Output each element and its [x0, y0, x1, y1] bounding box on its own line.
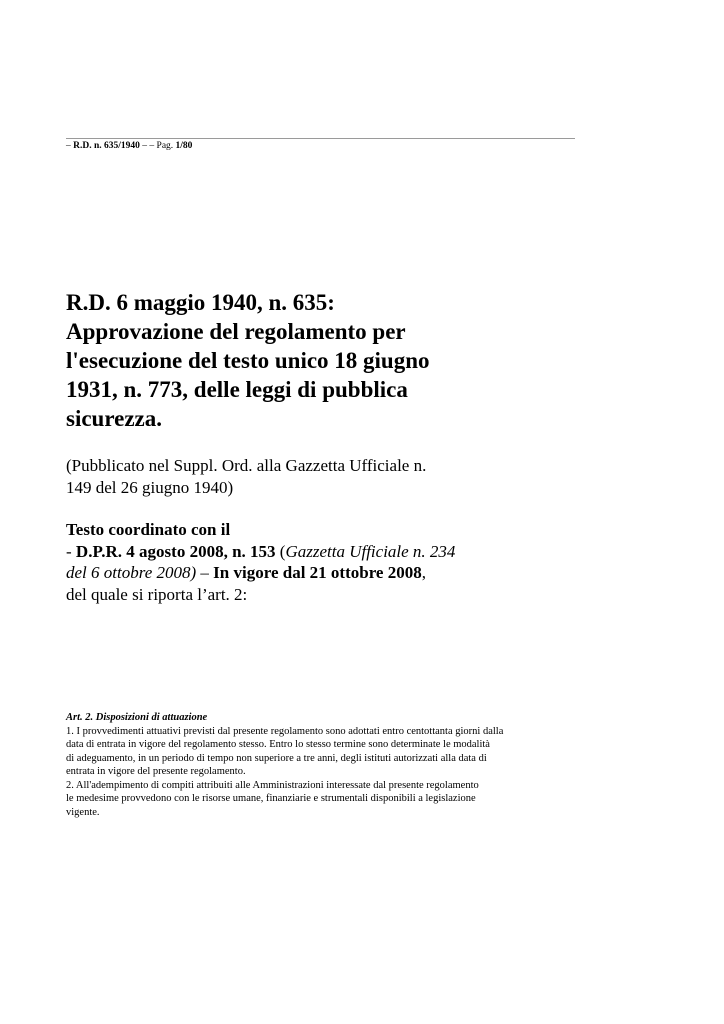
publication-note: (Pubblicato nel Suppl. Ord. alla Gazzetta Ufficiale n. 149 del 26 giugno 1940): [66, 456, 427, 497]
header-dash-prefix: –: [66, 141, 74, 151]
dpr-prefix: -: [66, 541, 76, 561]
comma: ,: [421, 563, 426, 582]
article-text-line: 2. All'adempimento di compiti attribuiti alle Amministrazioni interessate dal presente regolamento: [66, 779, 479, 791]
gazette-reference-2: del 6 ottobre 2008): [66, 563, 197, 582]
dash: –: [196, 563, 214, 582]
coordination-in-force-line: [66, 562, 626, 584]
header-page-label: Pag.: [156, 141, 176, 151]
coordination-heading-line: [66, 519, 626, 541]
article-text-line: di adeguamento, in un periodo di tempo non superiore a tre anni, degli istituti autorizzati alla data di: [66, 752, 487, 764]
coordination-heading: Testo coordinato con il: [66, 520, 231, 539]
document-title: R.D. 6 maggio 1940, n. 635: Approvazione del regolamento per l'esecuzione del testo unico 18 giugno 1931, n. 773, delle leggi di pubblica sicurezza.: [66, 290, 430, 431]
in-force-date: In vigore dal 21 ottobre 2008: [213, 563, 422, 582]
header-doc-ref: R.D. n. 635/1940: [73, 141, 140, 151]
running-header: [66, 140, 192, 152]
reported-article-line: del quale si riporta l’art. 2:: [66, 584, 248, 604]
header-dash-sep: – –: [139, 141, 157, 151]
article-text-line: entrata in vigore del presente regolamento.: [66, 766, 246, 777]
article-text-line: 1. I provvedimenti attuativi previsti dal presente regolamento sono adottati entro centottanta giorni dalla: [66, 725, 504, 737]
dpr-reference: D.P.R. 4 agosto 2008, n. 153: [75, 541, 276, 561]
coordination-dpr-line: [66, 541, 626, 563]
article-title: Art. 2. Disposizioni di attuazione: [66, 712, 208, 723]
article-text-line: data di entrata in vigore del regolamento stesso. Entro lo stesso termine sono determinate le modalità: [66, 739, 490, 750]
article-text-line: le medesime provvedono con le risorse umane, finanziarie e strumentali disponibili a legislazione: [66, 793, 476, 804]
gazette-reference-1: Gazzetta Ufficiale n. 234: [285, 541, 456, 561]
coordination-block: [66, 519, 626, 605]
article-2: [66, 711, 586, 819]
header-rule: [66, 138, 575, 139]
paren-open: (: [275, 541, 286, 561]
article-text-line: vigente.: [66, 806, 100, 818]
header-page-number: 1/80: [175, 141, 193, 151]
